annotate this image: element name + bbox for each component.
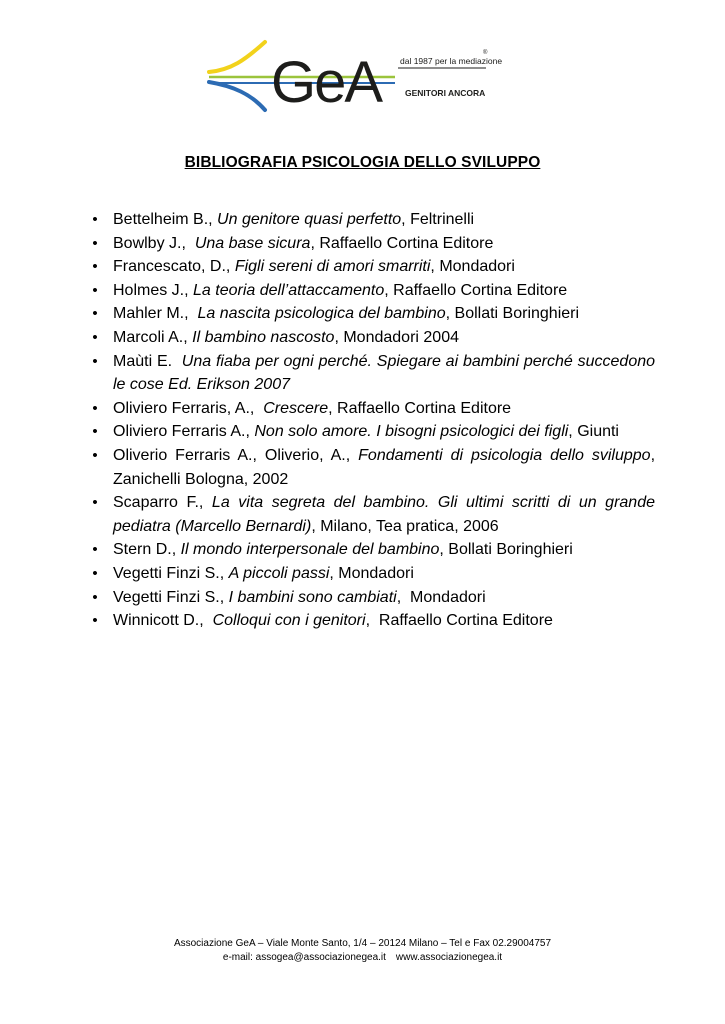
bibliography-entry	[88, 397, 655, 421]
bullet-icon: •	[92, 612, 98, 630]
bullet-icon: •	[92, 588, 98, 606]
bullet-icon: •	[92, 234, 98, 252]
entry-author: Vegetti Finzi S.,	[113, 588, 229, 606]
entry-title: La vita segreta del bambino. Gli ultimi scritti di un grande pediatra (Marcello Bernardi)	[113, 494, 655, 535]
entry-details: , Bollati Boringhieri	[439, 541, 573, 559]
bibliography-entry	[88, 255, 655, 279]
entry-author: Scaparro F.,	[113, 494, 212, 512]
entry-author: Vegetti Finzi S.,	[113, 564, 229, 582]
entry-details: , Mondadori	[396, 588, 486, 606]
entry-author: Stern D.,	[113, 541, 181, 559]
bullet-icon: •	[92, 423, 98, 441]
bullet-icon: •	[92, 211, 98, 228]
gea-logo-graphic	[205, 38, 503, 116]
entry-title: Fondamenti di psicologia dello sviluppo	[358, 446, 651, 464]
logo-yellow-arc	[209, 42, 265, 72]
entry-title: Un genitore quasi perfetto	[217, 211, 402, 228]
bibliography-entry	[88, 208, 655, 232]
entry-details: , Mondadori	[430, 258, 515, 276]
footer-address: Associazione GeA – Viale Monte Santo, 1/4 – 20124 Milano – Tel e Fax 02.29004757	[173, 938, 552, 949]
entry-details: , Milano, Tea pratica, 2006	[311, 517, 499, 535]
bibliography-entry	[88, 444, 660, 491]
bibliography-entry	[88, 326, 655, 350]
bibliography-entry	[88, 586, 655, 610]
entry-title: A piccoli passi	[228, 564, 330, 582]
bullet-icon: •	[92, 399, 98, 417]
bibliography-entry	[88, 491, 655, 538]
entry-author: Maùti E.	[113, 352, 182, 370]
logo-registered-mark: ®	[483, 50, 488, 56]
document-title: BIBLIOGRAFIA PSICOLOGIA DELLO SVILUPPO	[184, 154, 541, 171]
bibliography-entry	[88, 609, 655, 633]
entry-author: Mahler M.,	[113, 305, 198, 323]
entry-author: Holmes J.,	[113, 281, 194, 299]
entry-details: , Feltrinelli	[401, 211, 475, 228]
gea-logo	[205, 38, 503, 116]
footer	[0, 937, 725, 964]
bullet-icon: •	[92, 281, 98, 299]
entry-author: Oliverio Ferraris A., Oliverio, A.,	[113, 446, 359, 464]
entry-title: La nascita psicologica del bambino	[197, 305, 446, 323]
bullet-icon: •	[92, 446, 98, 464]
bibliography-entry	[88, 302, 655, 326]
bibliography-list	[88, 208, 660, 633]
bibliography-entry	[88, 350, 655, 397]
entry-author: Marcoli A.,	[113, 328, 193, 346]
entry-title: Il bambino nascosto	[192, 328, 335, 346]
entry-title: Crescere	[263, 399, 329, 417]
entry-author: Oliviero Ferraris, A.,	[113, 399, 264, 417]
entry-title: Il mondo interpersonale del bambino	[180, 541, 440, 559]
entry-details: , Raffaello Cortina Editore	[384, 281, 568, 299]
entry-author: Bowlby J.,	[113, 234, 195, 252]
bullet-icon: •	[92, 564, 98, 582]
entry-details: , Mondadori 2004	[334, 328, 459, 346]
entry-details: , Raffaello Cortina Editore	[365, 612, 553, 630]
bullet-icon: •	[92, 352, 98, 370]
entry-title: La teoria dell’attaccamento	[193, 281, 385, 299]
entry-title: I bambini sono cambiati	[228, 588, 397, 606]
bibliography-entry	[88, 420, 655, 444]
bullet-icon: •	[92, 328, 98, 346]
footer-email: e-mail: assogea@associazionegea.it	[222, 951, 386, 963]
entry-title: Una fiaba per ogni perché. Spiegare ai bambini perché succedono le cose Ed. Erikson 2007	[113, 352, 656, 394]
logo-subtitle: GENITORI ANCORA	[405, 88, 486, 98]
entry-author: Francescato, D.,	[113, 258, 235, 276]
footer-website: www.associazionegea.it	[395, 951, 503, 963]
bullet-icon: •	[92, 258, 98, 276]
entry-details: , Bollati Boringhieri	[445, 305, 580, 323]
logo-wordmark: GeA	[271, 50, 382, 115]
entry-author: Oliviero Ferraris A.,	[113, 423, 255, 441]
entry-author: Bettelheim B.,	[113, 211, 218, 228]
bibliography-entry	[88, 279, 655, 303]
entry-details: , Raffaello Cortina Editore	[328, 399, 512, 417]
bibliography-entry	[88, 232, 655, 256]
bullet-icon: •	[92, 541, 98, 559]
entry-details: , Raffaello Cortina Editore	[310, 234, 494, 252]
entry-title: Figli sereni di amori smarriti	[234, 258, 431, 276]
footer-contacts	[0, 951, 725, 965]
bullet-icon: •	[92, 305, 98, 323]
logo-tagline: dal 1987 per la mediazione	[400, 56, 503, 66]
entry-title: Una base sicura	[194, 234, 311, 252]
entry-details: , Giunti	[568, 423, 619, 441]
entry-title: Colloqui con i genitori	[212, 612, 366, 630]
entry-details: , Zanichelli Bologna, 2002	[113, 446, 660, 488]
entry-details: , Mondadori	[329, 564, 414, 582]
bibliography-entry	[88, 538, 655, 562]
logo-blue-arc	[209, 82, 265, 110]
entry-title: Non solo amore. I bisogni psicologici dei figli	[254, 423, 569, 441]
bullet-icon: •	[92, 494, 98, 512]
bibliography-entry	[88, 562, 655, 586]
entry-author: Winnicott D.,	[113, 612, 213, 630]
